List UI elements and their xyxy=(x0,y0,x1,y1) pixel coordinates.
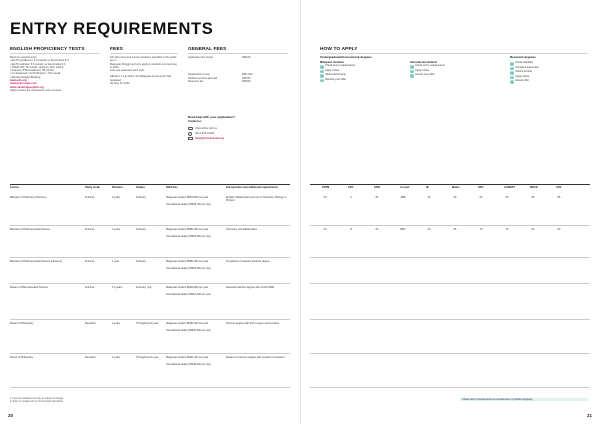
step-label: Apply online xyxy=(415,68,430,72)
step: 2 Contact a supervisor xyxy=(511,65,539,69)
contact-label: study@monash.edu.my xyxy=(195,137,225,141)
english-line: • IELTS (Academic): 6.5 overall, no band below 6.0 xyxy=(10,59,69,63)
score-cell: ABB xyxy=(400,196,406,199)
th-course: Course xyxy=(10,186,19,189)
th-duration: Duration xyxy=(112,186,123,189)
th-fees: 2023 fees xyxy=(166,186,178,189)
step: 1 Check eligibility xyxy=(511,61,533,64)
step: 3 Submit an EOI xyxy=(511,70,532,74)
row-divider xyxy=(10,319,290,320)
score-header: AUSMAT xyxy=(504,186,515,189)
english-rule xyxy=(10,53,100,54)
th-prereq: Prerequisites and additional requirements xyxy=(226,186,278,189)
score-header: SAM xyxy=(374,186,380,189)
ielts-link[interactable]: www.ielts.org xyxy=(10,79,27,83)
intakes: February xyxy=(136,260,147,263)
step: 4 Apply online xyxy=(511,74,530,78)
prerequisites: Masters or honours degree with research component xyxy=(226,356,285,359)
study-mode: Research xyxy=(85,356,96,359)
english-heading: ENGLISH PROFICIENCY TESTS xyxy=(10,47,85,52)
row-divider xyxy=(310,225,590,226)
score-header: IB xyxy=(426,186,429,189)
fee-intl: International student RM93,700 per year xyxy=(166,203,211,206)
step: 4 Receive your offer xyxy=(321,77,347,81)
page-title: ENTRY REQUIREMENTS xyxy=(10,20,214,38)
score-top-rule xyxy=(310,184,590,185)
general-fees-heading: GENERAL FEES xyxy=(188,47,227,52)
fees-rule xyxy=(110,53,178,54)
contact-label: +60 3 5514 6000 xyxy=(194,132,215,136)
english-line: • IELTS Indicator: 6.5 overall, no band below 6.0 xyxy=(10,62,66,66)
fee-local: Malaysian student RM41,000 per year xyxy=(166,356,209,359)
fees-line: Fees are assessed each year. xyxy=(110,69,145,73)
local-label: Malaysian students xyxy=(320,61,344,64)
score-header: A-Level xyxy=(400,186,410,189)
score-cell: 80 xyxy=(505,196,509,199)
score-header: WACE xyxy=(530,186,538,189)
intakes: February, July xyxy=(136,286,152,289)
english-line: • C1 Advanced / C2 Proficiency: 176 overall xyxy=(10,72,61,76)
score-cell: 3.0 xyxy=(323,228,327,231)
intl-label: International students xyxy=(410,61,438,64)
score-cell: A xyxy=(350,196,352,199)
duration: 4 years xyxy=(112,356,121,359)
pte-link[interactable]: www.pearsonpte.com xyxy=(10,82,37,86)
step-label: Apply online xyxy=(325,68,340,72)
row-divider xyxy=(310,283,590,284)
th-mode: Study mode xyxy=(85,186,100,189)
research-heading: Research degrees xyxy=(510,55,536,59)
score-cell: 80 xyxy=(531,228,535,231)
score-cell: 80 xyxy=(375,228,379,231)
english-line: • Pearson (PTE Academic): 58 overall xyxy=(10,69,54,73)
step: 2 Apply online xyxy=(321,68,340,72)
page-number-right: 21 xyxy=(586,413,592,418)
step: 3 Attach documents xyxy=(321,73,346,77)
score-header: Matric xyxy=(452,186,460,189)
ug-local-steps xyxy=(320,64,355,82)
course-name: Bachelor of Pharmaceutical Science (Honours) xyxy=(10,260,62,263)
fee-local: Malaysian student RM46,900 per year xyxy=(166,286,209,289)
english-line: • Monash English Bridging xyxy=(10,75,41,79)
fees-line: Malaysian Ringgit and only apply to students commencing in 2023. xyxy=(110,62,177,69)
contact-email[interactable] xyxy=(188,136,288,141)
duration: 4 years xyxy=(112,196,121,199)
english-line: Minimum requirements: xyxy=(10,56,38,59)
course-name: Doctor of Philosophy xyxy=(10,356,34,359)
fee-local: Malaysian student RM51,800 per year xyxy=(166,228,209,231)
prerequisites: Honours degree with first or upper second class xyxy=(226,322,279,325)
english-line: • TOEFL iBT: 79 overall, minimum 19 in writing xyxy=(10,65,64,69)
score-cell: 75 xyxy=(505,228,509,231)
fee-local: Malaysian student RM51,800 per year xyxy=(166,260,209,263)
prerequisites: Completion of relevant bachelor degree xyxy=(226,260,270,263)
step-label: Attach documents xyxy=(325,73,346,77)
research-steps xyxy=(510,61,539,84)
footnote: 1. Fees are indicative and may be subject to change. xyxy=(10,398,64,400)
study-mode: Full-time xyxy=(85,228,95,231)
fees-line: Effective 1 July 2021, the Malaysian Government has regulated xyxy=(110,75,172,82)
score-cell: 80 xyxy=(479,196,483,199)
fee-intl: International student RM59,400 per year xyxy=(166,267,211,270)
ug-intl-steps xyxy=(410,64,445,78)
email-icon xyxy=(188,137,193,141)
apply-heading: HOW TO APPLY xyxy=(320,47,358,52)
intakes: February xyxy=(136,228,147,231)
fees-line: the fees for 2022. xyxy=(110,82,131,86)
score-cell: 34 xyxy=(427,196,431,199)
row-divider xyxy=(310,319,590,320)
table-top-rule xyxy=(10,184,290,185)
score-cell: 90 xyxy=(453,196,457,199)
fee-label: Student services (annual) xyxy=(188,76,218,80)
help-heading: Need help with your application? xyxy=(188,115,236,119)
step-label: Check eligibility xyxy=(515,61,533,64)
step-label: Check entry requirements xyxy=(415,64,445,67)
step-label: Check entry requirements xyxy=(325,64,355,67)
score-cell: 85 xyxy=(531,196,535,199)
step: 2 Apply online xyxy=(411,68,430,72)
fee-value: RM1,000 xyxy=(242,73,253,77)
ug-heading: Undergraduate/Coursework degrees xyxy=(320,55,372,59)
intakes: Throughout the year xyxy=(136,356,159,359)
fees-heading: FEES xyxy=(110,47,123,52)
row-divider xyxy=(310,387,590,388)
info-banner: Check entry requirements at monash.edu.my before applying. xyxy=(460,398,588,401)
step-label: Contact a supervisor xyxy=(515,65,539,69)
score-cell: 3.5 xyxy=(323,196,327,199)
score-cell: BBC xyxy=(400,228,406,231)
study-mode: Full-time xyxy=(85,260,95,263)
step-label: Submit an EOI xyxy=(515,70,532,74)
step-label: Accept your offer xyxy=(415,73,435,77)
fee-intl: International student RM48,200 per year xyxy=(166,363,211,366)
fee-local: Malaysian student RM79,800 per year xyxy=(166,196,209,199)
score-header: HSC xyxy=(478,186,484,189)
duration: 1.5 years xyxy=(112,286,123,289)
step: 3 Accept your offer xyxy=(411,73,435,77)
row-divider xyxy=(310,353,590,354)
row-divider xyxy=(10,257,290,258)
help-sub: Contact us xyxy=(188,120,202,123)
course-name: Master of Philosophy xyxy=(10,322,34,325)
general-fee-values xyxy=(242,56,290,83)
intakes: February xyxy=(136,196,147,199)
footnote: 2. Refer to monash.edu.my for the latest information. xyxy=(10,401,64,403)
page-number-left: 20 xyxy=(8,413,14,418)
prerequisites: Relevant bachelor degree with a 60% WAM xyxy=(226,286,275,289)
th-intakes: Intakes xyxy=(136,186,145,189)
fee-value: RM450 xyxy=(242,79,251,83)
score-header: VCE xyxy=(556,186,562,189)
row-divider xyxy=(10,283,290,284)
prerequisites: English, Mathematics and one of Chemistry, Biology or Physics xyxy=(226,196,287,203)
fee-local: Malaysian student RM31,600 per year xyxy=(166,322,209,325)
general-fee-labels xyxy=(188,56,240,83)
score-cell: 30 xyxy=(427,228,431,231)
fee-intl: International student RM36,300 per year xyxy=(166,329,211,332)
fee-label: Application fee (once) xyxy=(188,56,214,59)
step: 1 Check entry requirements xyxy=(411,64,445,67)
fees-line: All tuition fees and course durations specified in this guide are in xyxy=(110,56,177,63)
step-label: Accept offer xyxy=(515,79,529,83)
row-divider xyxy=(10,387,290,388)
row-divider xyxy=(10,225,290,226)
score-cell: 80 xyxy=(557,228,561,231)
duration: 1 year xyxy=(112,260,119,263)
step: 5 Accept offer xyxy=(511,79,529,83)
phone-icon xyxy=(188,132,192,136)
general-rule xyxy=(188,53,288,54)
course-name: Bachelor of Pharmacy (Honours) xyxy=(10,196,47,199)
score-cell: 75 xyxy=(479,228,483,231)
chat-icon xyxy=(188,127,193,131)
course-name: Bachelor of Pharmaceutical Science xyxy=(10,228,51,231)
score-header: STPM xyxy=(322,186,330,189)
score-cell: 85 xyxy=(557,196,561,199)
apply-rule xyxy=(320,53,588,54)
score-cell: 85 xyxy=(453,228,457,231)
fee-label: Resource fee xyxy=(188,79,204,83)
english-note: Higher scores are required for some courses. xyxy=(10,88,63,92)
row-divider xyxy=(310,257,590,258)
score-cell: B xyxy=(350,228,352,231)
contact-list xyxy=(188,126,288,142)
fees-body xyxy=(110,56,178,85)
footnotes xyxy=(10,398,290,404)
prerequisites: Chemistry and Mathematics xyxy=(226,228,257,231)
fee-value: RM100 xyxy=(242,56,251,59)
intakes: Throughout the year xyxy=(136,322,159,325)
fee-value: RM750 xyxy=(242,76,251,80)
study-mode: Research xyxy=(85,322,96,325)
study-mode: Full-time xyxy=(85,196,95,199)
spine-divider xyxy=(300,0,301,424)
fee-label: Registration (once) xyxy=(188,73,210,77)
fee-intl: International student RM59,400 per year xyxy=(166,235,211,238)
score-cell: 85 xyxy=(375,196,379,199)
study-mode: Full-time xyxy=(85,286,95,289)
duration: 2 years xyxy=(112,322,121,325)
row-divider xyxy=(10,353,290,354)
cambridge-link[interactable]: www.cambridgeenglish.org xyxy=(10,85,44,89)
fee-intl: International student RM54,400 per year xyxy=(166,293,211,296)
duration: 3 years xyxy=(112,228,121,231)
english-body xyxy=(10,56,98,92)
contact-label: Chat online with us xyxy=(195,127,217,130)
step-label: Receive your offer xyxy=(325,77,347,81)
course-name: Master of Pharmaceutical Science xyxy=(10,286,48,289)
step: 1 Check entry requirements xyxy=(321,64,355,67)
step-label: Apply online xyxy=(515,74,530,78)
score-header: UEC xyxy=(348,186,354,189)
